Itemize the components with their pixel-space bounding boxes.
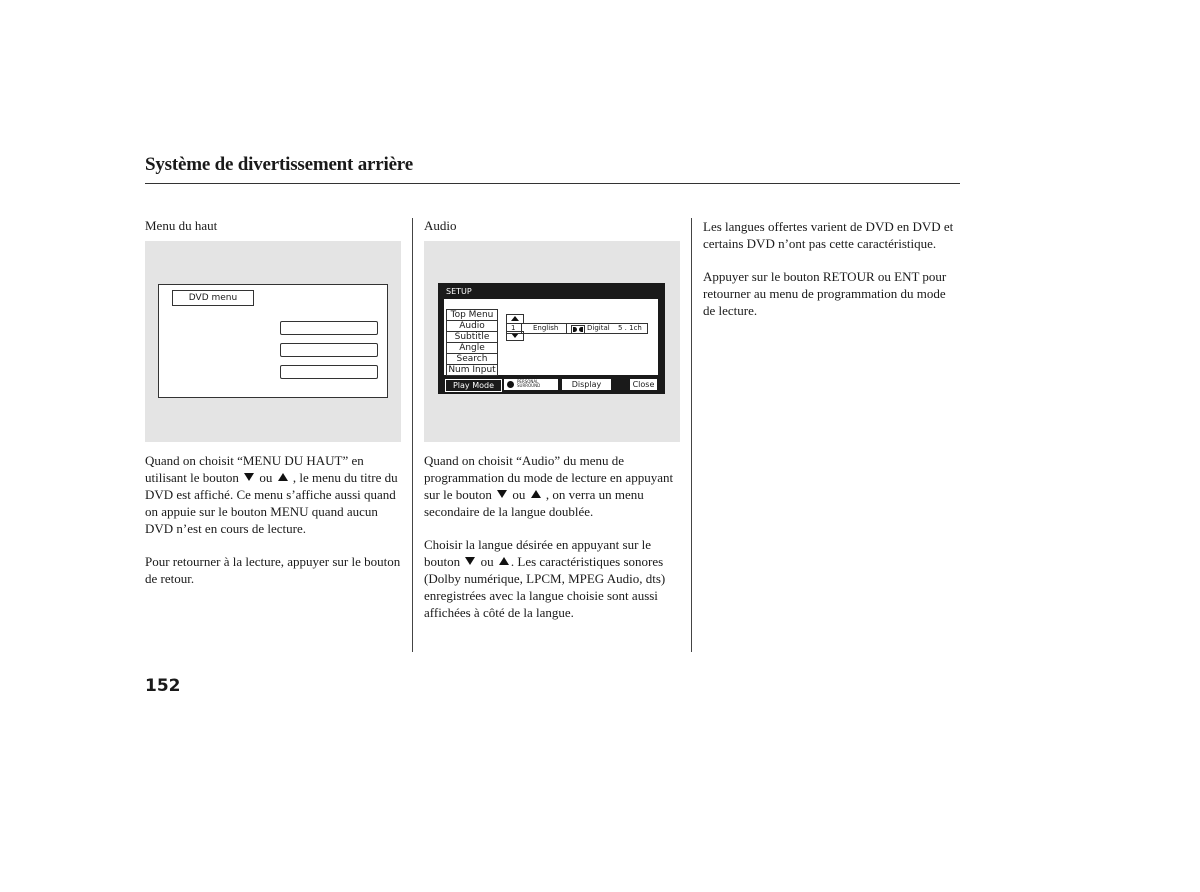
up-arrow-icon — [278, 473, 288, 481]
setup-screen — [438, 283, 665, 394]
dvd-menu-screen — [158, 284, 388, 398]
menu-item-num-input: Num Input — [446, 365, 498, 376]
col3-text — [703, 218, 961, 335]
dvd-menu-label: DVD menu — [172, 290, 254, 306]
surround-icon — [507, 381, 514, 388]
col2-paragraph-1: Quand on choisit “Audio” du menu de programmation du mode de lecture en appuyant sur le bouton ou , on verra un menu secondaire de la langue doublée. — [424, 453, 674, 519]
menu-option-2 — [280, 343, 378, 357]
page-number: 152 — [145, 676, 181, 696]
close-button: Close — [630, 379, 657, 390]
column-divider-2 — [691, 218, 692, 652]
section-label-audio: Audio — [424, 218, 457, 233]
col2-paragraph-2: Choisir la langue désirée en appuyant sur le bouton ou . Les caractéristiques sonores (Dolby numérique, LPCM, MPEG Audio, dts) enregistrées avec la langue choisie sont aussi affichées à côté de la langue. — [424, 537, 666, 620]
menu-item-audio: Audio — [446, 321, 498, 332]
play-mode-button: Play Mode — [445, 379, 502, 392]
col3-paragraph-2: Appuyer sur le bouton RETOUR ou ENT pour retourner au menu de programmation du mode de lecture. — [703, 269, 947, 318]
menu-item-subtitle: Subtitle — [446, 332, 498, 343]
menu-item-search: Search — [446, 354, 498, 365]
setup-menu-list — [446, 309, 498, 376]
audio-channels: 5 . 1ch — [618, 324, 642, 332]
page-title: Système de divertissement arrière — [145, 154, 413, 175]
down-arrow-icon — [465, 557, 475, 565]
section-label-top-menu: Menu du haut — [145, 218, 218, 233]
column-divider-1 — [412, 218, 413, 652]
personal-surround-button: PERSONAL SURROUND — [504, 379, 558, 390]
menu-item-angle: Angle — [446, 343, 498, 354]
audio-format: Digital — [587, 324, 610, 332]
setup-label: SETUP — [446, 287, 472, 296]
menu-option-3 — [280, 365, 378, 379]
display-button: Display — [562, 379, 611, 390]
col1-paragraph-1: Quand on choisit “MENU DU HAUT” en utilisant le bouton ou , le menu du titre du DVD est affiché. Ce menu s’affiche aussi quand on appuie sur le bouton MENU quand aucun DVD n’est en cours de lecture. — [145, 453, 398, 536]
setup-panel — [444, 299, 658, 375]
top-menu-figure — [145, 241, 401, 442]
title-rule — [145, 183, 960, 184]
audio-info-row — [506, 323, 648, 334]
menu-item-top-menu: Top Menu — [446, 309, 498, 321]
audio-language: English — [533, 324, 559, 332]
down-arrow-icon — [497, 490, 507, 498]
col3-paragraph-1: Les langues offertes varient de DVD en DVD et certains DVD n’ont pas cette caractéristique. — [703, 219, 954, 251]
up-arrow-icon — [531, 490, 541, 498]
dolby-icon — [571, 325, 585, 334]
menu-option-1 — [280, 321, 378, 335]
up-arrow-icon — [511, 316, 519, 321]
audio-number: 1 — [511, 324, 516, 332]
up-arrow-icon — [499, 557, 509, 565]
col2-text — [424, 452, 680, 637]
audio-figure — [424, 241, 680, 442]
col1-text — [145, 452, 401, 603]
col1-paragraph-2: Pour retourner à la lecture, appuyer sur le bouton de retour. — [145, 554, 401, 586]
down-arrow-icon — [244, 473, 254, 481]
